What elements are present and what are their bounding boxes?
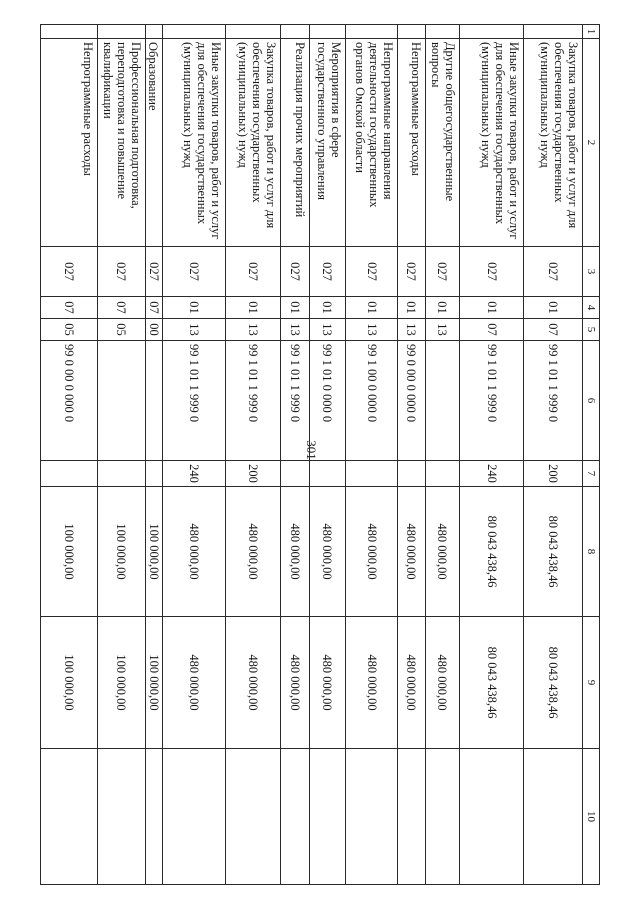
col-num-6: 6 [583, 341, 600, 461]
table-row [163, 25, 226, 885]
target-article: 99 1 00 0 000 0 [345, 341, 397, 461]
col-num-10: 10 [583, 749, 600, 885]
budget-table [40, 24, 600, 885]
column-number-row [583, 25, 600, 885]
expense-type [41, 461, 98, 487]
col-num-9: 9 [583, 617, 600, 749]
subsection-code: 00 [146, 319, 163, 341]
subsection-code: 13 [281, 319, 309, 341]
col-num-3: 3 [583, 247, 600, 297]
subsection-code: 13 [425, 319, 459, 341]
amount-col-8: 80 043 438,46 [459, 487, 524, 617]
amount-col-10 [146, 749, 163, 885]
col-num-7: 7 [583, 461, 600, 487]
section-code: 01 [398, 297, 425, 319]
amount-col-9: 100 000,00 [41, 617, 98, 749]
amount-col-8: 480 000,00 [345, 487, 397, 617]
amount-col-10 [225, 749, 281, 885]
table-row [97, 25, 145, 885]
amount-col-9: 480 000,00 [281, 617, 309, 749]
amount-col-10 [281, 749, 309, 885]
row-index-cell [425, 25, 459, 39]
target-article: 99 1 01 1 999 0 [225, 341, 281, 461]
expense-type [425, 461, 459, 487]
row-index-cell [41, 25, 98, 39]
table-row [41, 25, 98, 885]
dept-code: 027 [524, 247, 583, 297]
col-num-5: 5 [583, 319, 600, 341]
item-name: Мероприятия в сфере государственного управления [309, 39, 345, 247]
col-num-4: 4 [583, 297, 600, 319]
row-index-cell [524, 25, 583, 39]
section-code: 07 [146, 297, 163, 319]
target-article: 99 1 01 0 000 0 [309, 341, 345, 461]
table-row [524, 25, 583, 885]
amount-col-8: 100 000,00 [41, 487, 98, 617]
row-index-cell [163, 25, 226, 39]
amount-col-9: 480 000,00 [309, 617, 345, 749]
item-name: Образование [146, 39, 163, 247]
target-article [425, 341, 459, 461]
target-article: 99 1 01 1 999 0 [281, 341, 309, 461]
dept-code: 027 [225, 247, 281, 297]
subsection-code: 05 [41, 319, 98, 341]
row-index-cell [345, 25, 397, 39]
dept-code: 027 [97, 247, 145, 297]
target-article: 99 0 00 0 000 0 [41, 341, 98, 461]
row-index-cell [97, 25, 145, 39]
item-name: Закупка товаров, работ и услуг для обеспечения государственных (муниципальных) нужд [524, 39, 583, 247]
budget-table-rotated [40, 24, 600, 884]
subsection-code: 07 [459, 319, 524, 341]
amount-col-10 [345, 749, 397, 885]
section-code: 01 [225, 297, 281, 319]
amount-col-9: 480 000,00 [345, 617, 397, 749]
section-code: 01 [281, 297, 309, 319]
row-index-cell [146, 25, 163, 39]
dept-code: 027 [425, 247, 459, 297]
item-name: Непрограммные расходы [41, 39, 98, 247]
target-article: 99 1 01 1 999 0 [459, 341, 524, 461]
subsection-code: 13 [225, 319, 281, 341]
dept-code: 027 [146, 247, 163, 297]
subsection-code: 13 [163, 319, 226, 341]
row-index-cell [281, 25, 309, 39]
expense-type [345, 461, 397, 487]
dept-code: 027 [459, 247, 524, 297]
amount-col-8: 480 000,00 [281, 487, 309, 617]
target-article [97, 341, 145, 461]
row-index-cell [398, 25, 425, 39]
section-code: 07 [41, 297, 98, 319]
expense-type [146, 461, 163, 487]
dept-code: 027 [398, 247, 425, 297]
subsection-code: 05 [97, 319, 145, 341]
amount-col-8: 480 000,00 [225, 487, 281, 617]
table-row [459, 25, 524, 885]
item-name: Непрограммные направления деятельности государственных органов Омской области [345, 39, 397, 247]
expense-type: 240 [459, 461, 524, 487]
amount-col-10 [425, 749, 459, 885]
target-article: 99 1 01 1 999 0 [524, 341, 583, 461]
section-code: 01 [345, 297, 397, 319]
amount-col-8: 100 000,00 [97, 487, 145, 617]
amount-col-10 [309, 749, 345, 885]
col-num-2: 2 [583, 39, 600, 247]
subsection-code: 13 [309, 319, 345, 341]
table-row [146, 25, 163, 885]
dept-code: 027 [41, 247, 98, 297]
table-row [398, 25, 425, 885]
expense-type [97, 461, 145, 487]
target-article: 99 0 00 0 000 0 [398, 341, 425, 461]
item-name: Непрограммные расходы [398, 39, 425, 247]
table-row [309, 25, 345, 885]
table-row [425, 25, 459, 885]
item-name: Иные закупки товаров, работ и услуг для обеспечения государственных (муниципальных) нужд [163, 39, 226, 247]
section-code: 01 [459, 297, 524, 319]
section-code: 07 [97, 297, 145, 319]
item-name: Иные закупки товаров, работ и услуг для обеспечения государственных (муниципальных) нужд [459, 39, 524, 247]
table-row [225, 25, 281, 885]
row-index-cell [309, 25, 345, 39]
subsection-code: 07 [524, 319, 583, 341]
amount-col-9: 100 000,00 [146, 617, 163, 749]
amount-col-10 [163, 749, 226, 885]
amount-col-9: 480 000,00 [163, 617, 226, 749]
amount-col-8: 100 000,00 [146, 487, 163, 617]
page-number: 301 [304, 440, 319, 460]
dept-code: 027 [281, 247, 309, 297]
amount-col-9: 480 000,00 [398, 617, 425, 749]
item-name: Реализация прочих мероприятий [281, 39, 309, 247]
subsection-code: 13 [345, 319, 397, 341]
expense-type: 240 [163, 461, 226, 487]
amount-col-8: 480 000,00 [163, 487, 226, 617]
amount-col-10 [97, 749, 145, 885]
row-index-cell [459, 25, 524, 39]
amount-col-8: 80 043 438,46 [524, 487, 583, 617]
expense-type [281, 461, 309, 487]
subsection-code: 13 [398, 319, 425, 341]
amount-col-8: 480 000,00 [309, 487, 345, 617]
target-article: 99 1 01 1 999 0 [163, 341, 226, 461]
col-num-8: 8 [583, 487, 600, 617]
dept-code: 027 [309, 247, 345, 297]
section-code: 01 [425, 297, 459, 319]
expense-type: 200 [524, 461, 583, 487]
section-code: 01 [524, 297, 583, 319]
table-row [345, 25, 397, 885]
section-code: 01 [309, 297, 345, 319]
amount-col-8: 480 000,00 [398, 487, 425, 617]
expense-type [309, 461, 345, 487]
amount-col-9: 480 000,00 [225, 617, 281, 749]
section-code: 01 [163, 297, 226, 319]
col-num-1: 1 [583, 25, 600, 39]
target-article [146, 341, 163, 461]
amount-col-10 [398, 749, 425, 885]
row-index-cell [225, 25, 281, 39]
amount-col-10 [459, 749, 524, 885]
amount-col-9: 100 000,00 [97, 617, 145, 749]
item-name: Другие общегосударственные вопросы [425, 39, 459, 247]
expense-type: 200 [225, 461, 281, 487]
amount-col-10 [524, 749, 583, 885]
amount-col-8: 480 000,00 [425, 487, 459, 617]
expense-type [398, 461, 425, 487]
item-name: Закупка товаров, работ и услуг для обеспечения государственных (муниципальных) нужд [225, 39, 281, 247]
amount-col-9: 480 000,00 [425, 617, 459, 749]
amount-col-9: 80 043 438,46 [524, 617, 583, 749]
amount-col-9: 80 043 438,46 [459, 617, 524, 749]
dept-code: 027 [345, 247, 397, 297]
dept-code: 027 [163, 247, 226, 297]
item-name: Профессиональная подготовка, переподготовка и повышение квалификации [97, 39, 145, 247]
table-row [281, 25, 309, 885]
amount-col-10 [41, 749, 98, 885]
